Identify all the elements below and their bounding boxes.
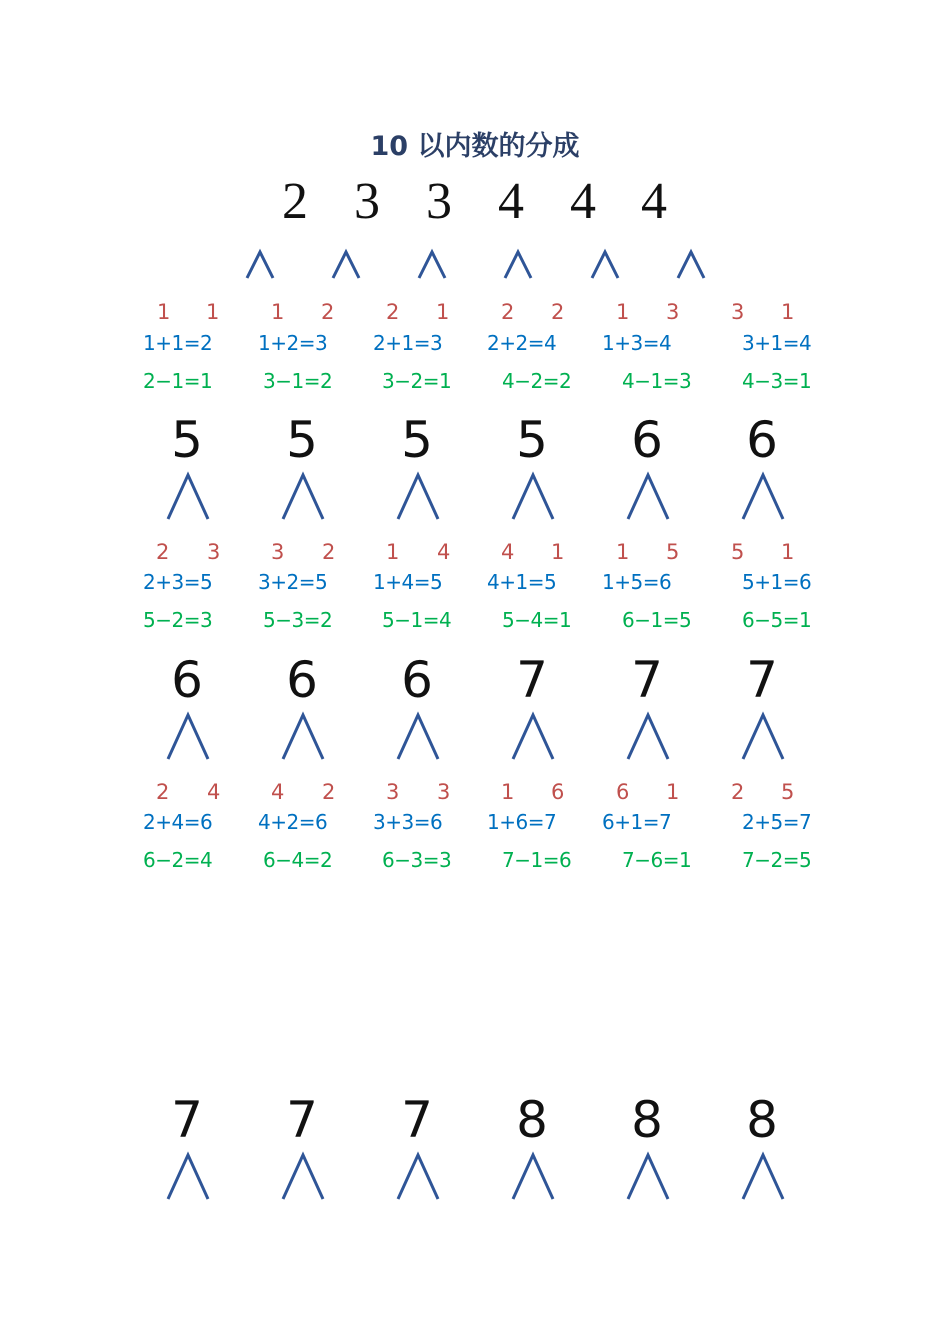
whole-number: 8 (631, 1091, 663, 1149)
subtraction-equation: 5−3=2 (263, 608, 333, 632)
addition-equation: 3+3=6 (373, 810, 443, 834)
part-left: 2 (731, 780, 745, 804)
part-right: 3 (437, 780, 451, 804)
part-right: 2 (321, 300, 335, 324)
whole-number: 8 (516, 1091, 548, 1149)
addition-equation: 1+1=2 (143, 331, 213, 355)
split-caret-icon (741, 1153, 785, 1201)
split-caret-icon (417, 250, 447, 280)
split-caret-icon (166, 473, 210, 521)
whole-number: 5 (516, 411, 548, 469)
part-left: 3 (731, 300, 745, 324)
part-right: 1 (551, 540, 565, 564)
part-right: 2 (322, 780, 336, 804)
whole-number: 6 (286, 651, 318, 709)
part-left: 1 (386, 540, 400, 564)
part-left: 4 (501, 540, 515, 564)
subtraction-equation: 4−3=1 (742, 369, 812, 393)
part-left: 3 (386, 780, 400, 804)
split-caret-icon (511, 473, 555, 521)
whole-number: 7 (516, 651, 548, 709)
part-right: 1 (666, 780, 680, 804)
part-right: 4 (437, 540, 451, 564)
subtraction-equation: 7−6=1 (622, 848, 692, 872)
part-left: 5 (731, 540, 745, 564)
whole-number: 5 (286, 411, 318, 469)
whole-number: 4 (570, 173, 596, 230)
addition-equation: 1+2=3 (258, 331, 328, 355)
addition-equation: 2+3=5 (143, 570, 213, 594)
split-caret-icon (396, 473, 440, 521)
addition-equation: 6+1=7 (602, 810, 672, 834)
whole-number: 7 (401, 1091, 433, 1149)
whole-number: 3 (354, 173, 380, 230)
part-left: 2 (156, 780, 170, 804)
subtraction-equation: 6−5=1 (742, 608, 812, 632)
subtraction-equation: 4−1=3 (622, 369, 692, 393)
addition-equation: 4+2=6 (258, 810, 328, 834)
part-right: 1 (436, 300, 450, 324)
addition-equation: 2+5=7 (742, 810, 812, 834)
subtraction-equation: 2−1=1 (143, 369, 213, 393)
part-left: 6 (616, 780, 630, 804)
subtraction-equation: 6−3=3 (382, 848, 452, 872)
part-right: 2 (322, 540, 336, 564)
subtraction-equation: 3−1=2 (263, 369, 333, 393)
part-left: 1 (157, 300, 171, 324)
split-caret-icon (166, 713, 210, 761)
part-left: 4 (271, 780, 285, 804)
split-caret-icon (396, 713, 440, 761)
addition-equation: 2+2=4 (487, 331, 557, 355)
subtraction-equation: 5−1=4 (382, 608, 452, 632)
whole-number: 4 (498, 173, 524, 230)
whole-number: 7 (631, 651, 663, 709)
whole-number: 2 (282, 173, 308, 230)
whole-number: 5 (401, 411, 433, 469)
part-left: 2 (501, 300, 515, 324)
addition-equation: 3+1=4 (742, 331, 812, 355)
split-caret-icon (281, 713, 325, 761)
whole-number: 5 (171, 411, 203, 469)
split-caret-icon (626, 713, 670, 761)
part-left: 1 (501, 780, 515, 804)
part-right: 5 (666, 540, 680, 564)
split-caret-icon (281, 1153, 325, 1201)
addition-equation: 4+1=5 (487, 570, 557, 594)
part-right: 3 (207, 540, 221, 564)
split-caret-icon (511, 713, 555, 761)
addition-equation: 3+2=5 (258, 570, 328, 594)
whole-number: 6 (746, 411, 778, 469)
split-caret-icon (166, 1153, 210, 1201)
part-left: 1 (616, 300, 630, 324)
part-left: 1 (271, 300, 285, 324)
split-caret-icon (626, 1153, 670, 1201)
part-right: 5 (781, 780, 795, 804)
split-caret-icon (676, 250, 706, 280)
whole-number: 3 (426, 173, 452, 230)
whole-number: 6 (401, 651, 433, 709)
subtraction-equation: 6−1=5 (622, 608, 692, 632)
subtraction-equation: 5−2=3 (143, 608, 213, 632)
part-right: 1 (781, 540, 795, 564)
whole-number: 7 (171, 1091, 203, 1149)
split-caret-icon (511, 1153, 555, 1201)
page-title: 10 以内数的分成 (370, 131, 580, 162)
split-caret-icon (331, 250, 361, 280)
split-caret-icon (396, 1153, 440, 1201)
addition-equation: 2+4=6 (143, 810, 213, 834)
addition-equation: 5+1=6 (742, 570, 812, 594)
whole-number: 6 (631, 411, 663, 469)
whole-number: 8 (746, 1091, 778, 1149)
subtraction-equation: 7−1=6 (502, 848, 572, 872)
part-right: 3 (666, 300, 680, 324)
subtraction-equation: 6−2=4 (143, 848, 213, 872)
part-right: 6 (551, 780, 565, 804)
split-caret-icon (590, 250, 620, 280)
addition-equation: 1+5=6 (602, 570, 672, 594)
split-caret-icon (281, 473, 325, 521)
part-right: 1 (781, 300, 795, 324)
split-caret-icon (626, 473, 670, 521)
part-right: 4 (207, 780, 221, 804)
split-caret-icon (741, 713, 785, 761)
split-caret-icon (741, 473, 785, 521)
addition-equation: 1+3=4 (602, 331, 672, 355)
subtraction-equation: 6−4=2 (263, 848, 333, 872)
addition-equation: 1+6=7 (487, 810, 557, 834)
addition-equation: 2+1=3 (373, 331, 443, 355)
part-left: 2 (386, 300, 400, 324)
addition-equation: 1+4=5 (373, 570, 443, 594)
subtraction-equation: 4−2=2 (502, 369, 572, 393)
split-caret-icon (503, 250, 533, 280)
subtraction-equation: 7−2=5 (742, 848, 812, 872)
part-left: 3 (271, 540, 285, 564)
part-right: 2 (551, 300, 565, 324)
subtraction-equation: 3−2=1 (382, 369, 452, 393)
part-left: 2 (156, 540, 170, 564)
split-caret-icon (245, 250, 275, 280)
subtraction-equation: 5−4=1 (502, 608, 572, 632)
whole-number: 6 (171, 651, 203, 709)
whole-number: 7 (746, 651, 778, 709)
whole-number: 4 (641, 173, 667, 230)
part-left: 1 (616, 540, 630, 564)
whole-number: 7 (286, 1091, 318, 1149)
part-right: 1 (206, 300, 220, 324)
